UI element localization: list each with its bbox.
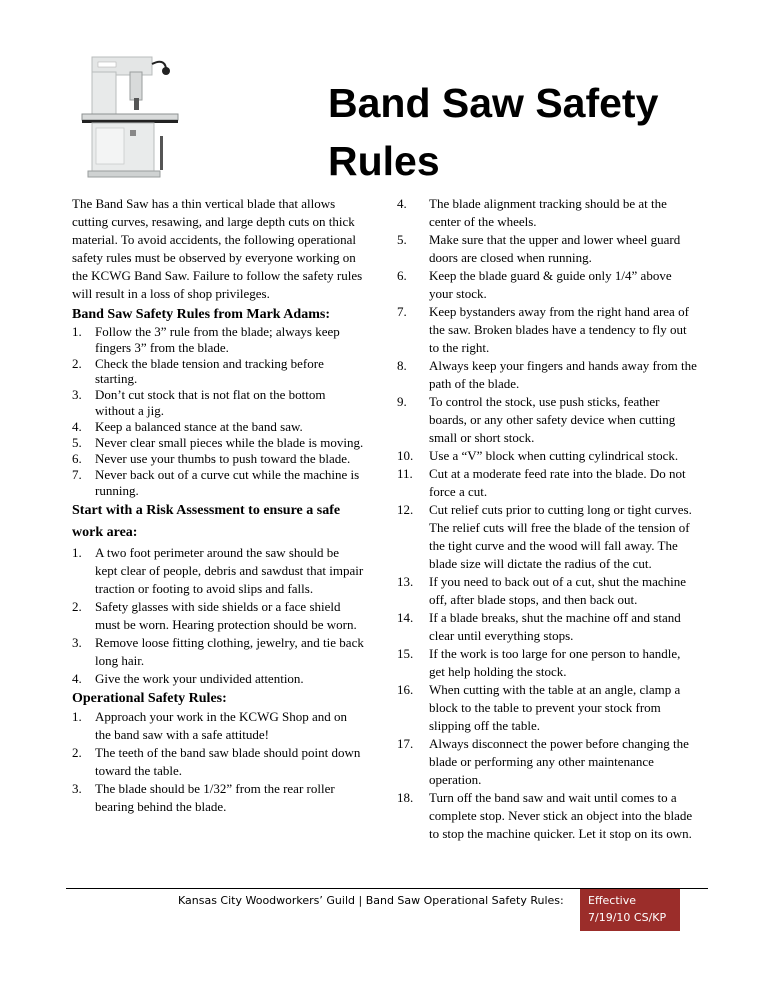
list-item-text: Always keep your fingers and hands away from the path of the blade. (429, 358, 697, 391)
mark-adams-rules-list (72, 324, 364, 499)
list-item-text: Keep bystanders away from the right hand area of the saw. Broken blades have a tendency to fly out to the right. (429, 304, 689, 355)
list-item (72, 744, 364, 780)
list-item-text: Check the blade tension and tracking before starting. (95, 355, 324, 387)
list-item-text: The blade should be 1/32” from the rear roller bearing behind the blade. (95, 780, 335, 814)
list-item (397, 465, 697, 501)
list-item (397, 447, 697, 465)
list-item-number: 13. (397, 574, 414, 589)
list-item-text: Remove loose fitting clothing, jewelry, and tie back long hair. (95, 634, 364, 668)
list-item-number: 2. (72, 355, 82, 371)
list-item-number: 8. (397, 358, 407, 373)
list-item-text: Never clear small pieces while the blade is moving. (95, 435, 364, 451)
list-item-text: Cut at a moderate feed rate into the blade. Do not force a cut. (429, 466, 686, 499)
list-item-number: 14. (397, 610, 414, 625)
list-item (72, 634, 364, 670)
section-heading-mark-adams: Band Saw Safety Rules from Mark Adams: (72, 307, 330, 322)
list-item-number: 3. (72, 634, 82, 650)
list-item (72, 544, 364, 598)
list-item-text: If a blade breaks, shut the machine off and stand clear until everything stops. (429, 610, 681, 643)
list-item-text: Never use your thumbs to push toward the blade. (95, 451, 351, 467)
section-heading-operational: Operational Safety Rules: (72, 690, 227, 706)
operational-rules-list-right (397, 195, 697, 843)
list-item-number: 1. (72, 324, 82, 339)
list-item-number: 9. (397, 394, 407, 409)
list-item-number: 10. (397, 448, 414, 463)
list-item-text: Safety glasses with side shields or a face shield must be worn. Hearing protection should be worn. (95, 598, 357, 632)
list-item (397, 195, 697, 231)
list-item-number: 12. (397, 502, 414, 517)
list-item (397, 357, 697, 393)
list-item (72, 356, 364, 387)
list-item-text: Cut relief cuts prior to cutting long or tight curves. The relief cuts will free the blade of the tension of the tight curve and the wood will fall away. The blade size will dictate the radius of the cut. (429, 502, 692, 571)
list-item (72, 387, 364, 418)
list-item (72, 467, 364, 498)
list-item-number: 3. (72, 387, 82, 403)
list-item-number: 16. (397, 682, 414, 697)
list-item-text: A two foot perimeter around the saw should be kept clear of people, debris and sawdust that impair traction or footing to avoid slips and falls. (95, 544, 364, 596)
right-column (397, 195, 697, 844)
list-item (397, 681, 697, 735)
list-item-number: 4. (397, 196, 407, 211)
list-item-text: Make sure that the upper and lower wheel guard doors are closed when running. (429, 232, 681, 265)
list-item-text: The blade alignment tracking should be at the center of the wheels. (429, 196, 667, 229)
list-item-text: The teeth of the band saw blade should point down toward the table. (95, 744, 361, 778)
badge-line-2: 7/19/10 CS/KP (588, 911, 667, 924)
list-item-number: 6. (72, 451, 82, 467)
list-item (397, 231, 697, 267)
risk-assessment-list (72, 544, 364, 688)
list-item (72, 435, 364, 451)
list-item-number: 7. (72, 467, 82, 483)
page-title: Band Saw Safety Rules (328, 80, 659, 184)
list-item-text: Follow the 3” rule from the blade; always keep fingers 3” from the blade. (95, 324, 340, 355)
intro-paragraph: The Band Saw has a thin vertical blade that allows cutting curves, resawing, and large depth cuts on thick material. To avoid accidents, the following operational safety rules must be observed by everyone working on the KCWG Band Saw. Failure to follow the safety rules will result in a loss of shop privileges. (72, 196, 363, 301)
badge-line-1: Effective (588, 894, 636, 907)
list-item-text: Keep the blade guard & guide only 1/4” above your stock. (429, 268, 672, 301)
list-item-text: Never back out of a curve cut while the machine is running. (95, 467, 360, 498)
list-item-number: 2. (72, 744, 82, 760)
list-item-text: Keep a balanced stance at the band saw. (95, 419, 303, 435)
list-item (397, 303, 697, 357)
effective-date-badge (580, 889, 680, 931)
section-heading-risk-assessment: Start with a Risk Assessment to ensure a safe work area: (72, 502, 341, 540)
list-item-number: 5. (397, 232, 407, 247)
operational-rules-list-left (72, 708, 364, 816)
band-saw-image (78, 52, 188, 187)
list-item-text: Turn off the band saw and wait until comes to a complete stop. Never stick an object into the blade to stop the machine quicker. Let it stop on its own. (429, 790, 693, 841)
list-item (72, 419, 364, 435)
list-item-text: Use a “V” block when cutting cylindrical stock. (429, 448, 679, 463)
list-item-number: 4. (72, 670, 82, 686)
list-item (397, 501, 697, 573)
list-item (397, 609, 697, 645)
list-item-number: 7. (397, 304, 407, 319)
list-item-number: 2. (72, 598, 82, 614)
footer-text: Kansas City Woodworkers’ Guild | Band Saw Operational Safety Rules: (178, 894, 564, 907)
list-item (72, 324, 364, 355)
list-item-text: If the work is too large for one person to handle, get help holding the stock. (429, 646, 681, 679)
list-item-number: 6. (397, 268, 407, 283)
list-item-text: When cutting with the table at an angle, clamp a block to the table to prevent your stock from slipping off the table. (429, 682, 681, 733)
list-item-text: To control the stock, use push sticks, feather boards, or any other safety device when cutting small or short stock. (429, 394, 676, 445)
list-item-number: 15. (397, 646, 414, 661)
list-item (72, 598, 364, 634)
list-item-number: 17. (397, 736, 414, 751)
list-item (72, 780, 364, 816)
list-item (72, 451, 364, 467)
list-item (397, 393, 697, 447)
left-column (72, 195, 364, 817)
list-item (397, 789, 697, 843)
list-item (397, 267, 697, 303)
list-item-number: 5. (72, 435, 82, 451)
list-item (397, 735, 697, 789)
list-item (397, 645, 697, 681)
list-item-text: Don’t cut stock that is not flat on the bottom without a jig. (95, 387, 326, 418)
list-item (72, 670, 364, 688)
list-item (72, 708, 364, 744)
list-item (397, 573, 697, 609)
list-item-number: 4. (72, 419, 82, 435)
list-item-number: 1. (72, 544, 82, 560)
list-item-number: 18. (397, 790, 414, 805)
list-item-number: 11. (397, 466, 413, 481)
list-item-text: If you need to back out of a cut, shut the machine off, after blade stops, and then back out. (429, 574, 687, 607)
list-item-number: 1. (72, 708, 82, 724)
list-item-text: Always disconnect the power before changing the blade or performing any other maintenance operation. (429, 736, 689, 787)
list-item-number: 3. (72, 780, 82, 796)
list-item-text: Give the work your undivided attention. (95, 670, 304, 686)
list-item-text: Approach your work in the KCWG Shop and on the band saw with a safe attitude! (95, 708, 348, 742)
